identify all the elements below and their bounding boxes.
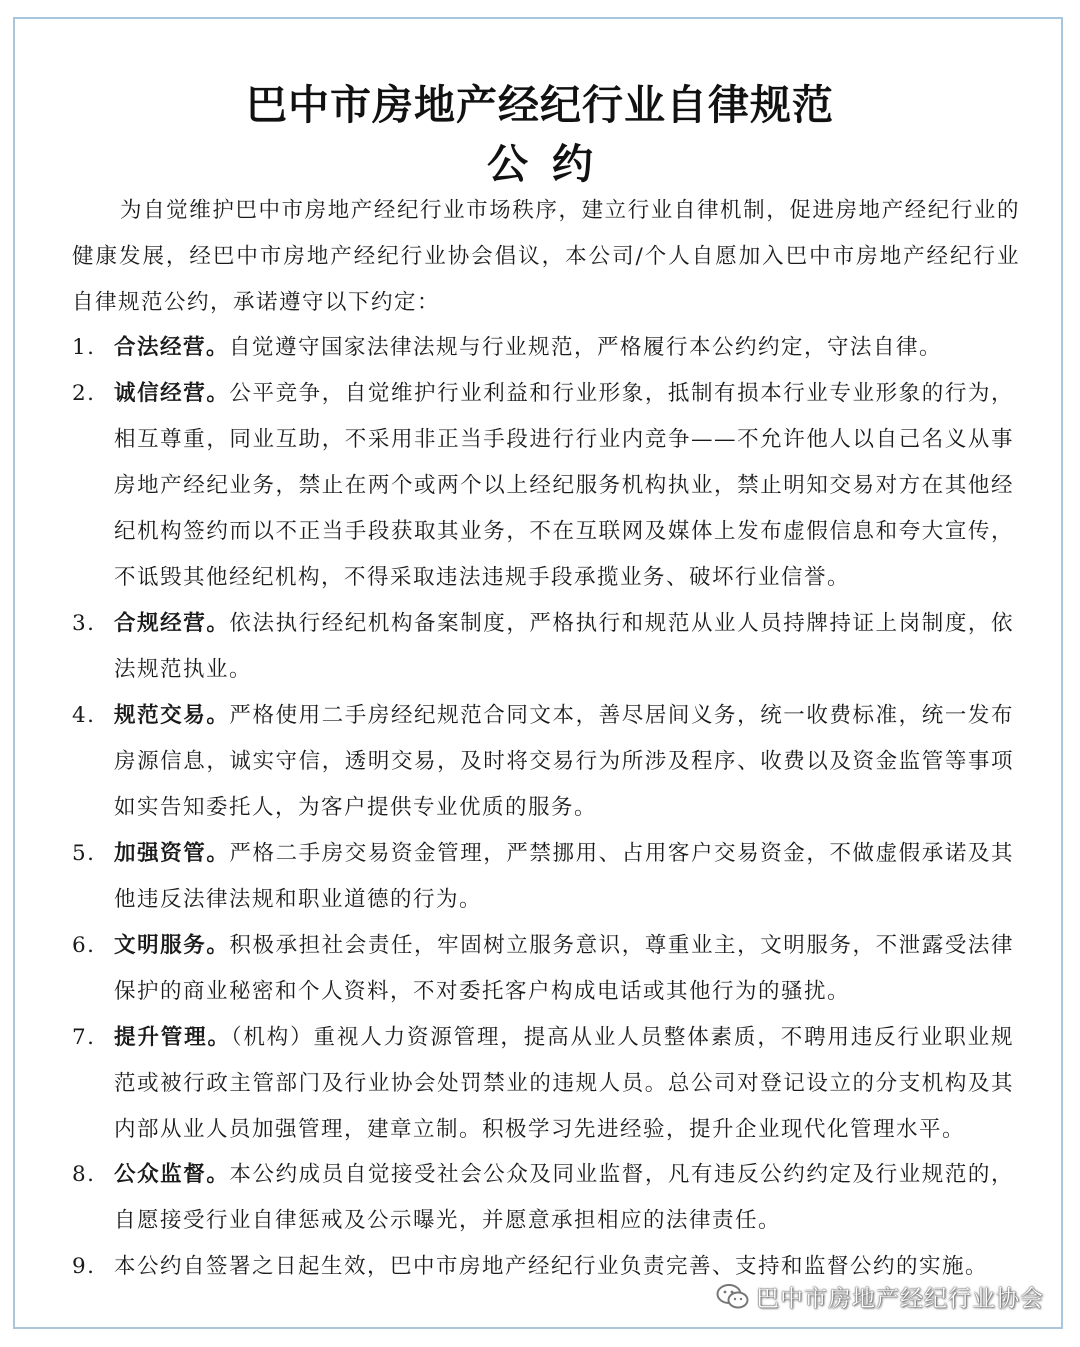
clause-heading: 文明服务。 bbox=[114, 933, 230, 958]
clause-heading: 提升管理。 bbox=[114, 1025, 231, 1050]
document-title: 巴中市房地产经纪行业自律规范 bbox=[246, 81, 834, 129]
clause-number: 4. bbox=[72, 703, 96, 728]
source-watermark bbox=[716, 1280, 1044, 1313]
clause-text: （机构）重视人力资源管理，提高从业人员整体素质，不聘用违反行业职业规范或被行政主管部门及行业协会处罚禁业的违规人员。总公司对登记设立的分支机构及其内部从业人员加强管理，建章立制。积极学习先进经验，提升企业现代化管理水平。 bbox=[114, 1025, 1014, 1142]
clause-heading: 规范交易。 bbox=[114, 703, 230, 728]
clause-heading: 公众监督。 bbox=[114, 1162, 230, 1187]
clause-heading: 合法经营。 bbox=[114, 335, 230, 360]
clause-number: 9. bbox=[72, 1254, 96, 1279]
clause-text: 积极承担社会责任，牢固树立服务意识，尊重业主，文明服务，不泄露受法律保护的商业秘密和个人资料，不对委托客户构成电话或其他行为的骚扰。 bbox=[114, 933, 1014, 1004]
clause-text: 本公约成员自觉接受社会公众及同业监督，凡有违反公约约定及行业规范的，自愿接受行业自律惩戒及公示曝光，并愿意承担相应的法律责任。 bbox=[114, 1162, 1014, 1233]
intro-paragraph: 为自觉维护巴中市房地产经纪行业市场秩序，建立行业自律机制，促进房地产经纪行业的健康发展，经巴中市房地产经纪行业协会倡议，本公司/个人自愿加入巴中市房地产经纪行业自律规范公约，承诺遵守以下约定： bbox=[72, 198, 1020, 315]
clause-text: 依法执行经纪机构备案制度，严格执行和规范从业人员持牌持证上岗制度，依法规范执业。 bbox=[114, 611, 1014, 682]
clause-body bbox=[114, 1015, 1014, 1153]
clause-heading: 诚信经营。 bbox=[114, 381, 230, 406]
clause-number: 8. bbox=[72, 1162, 96, 1187]
clause-number: 2. bbox=[72, 381, 96, 406]
clause-body bbox=[114, 1152, 1014, 1244]
document-subtitle: 公约 bbox=[487, 140, 617, 188]
clause-number: 7. bbox=[72, 1025, 96, 1050]
clause-body bbox=[114, 601, 1014, 693]
clause-body bbox=[114, 923, 1014, 1015]
clause-body bbox=[114, 371, 1014, 601]
wechat-icon bbox=[716, 1283, 750, 1311]
clause-text: 严格二手房交易资金管理，严禁挪用、占用客户交易资金，不做虚假承诺及其他违反法律法规和职业道德的行为。 bbox=[114, 841, 1014, 912]
clause-text: 自觉遵守国家法律法规与行业规范，严格履行本公约约定，守法自律。 bbox=[229, 335, 943, 360]
clause-number: 6. bbox=[72, 933, 96, 958]
clause-text: 严格使用二手房经纪规范合同文本，善尽居间义务，统一收费标准，统一发布房源信息，诚实守信，透明交易，及时将交易行为所涉及程序、收费以及资金监管等事项如实告知委托人，为客户提供专业优质的服务。 bbox=[114, 703, 1014, 820]
clause-text: 公平竞争，自觉维护行业利益和行业形象，抵制有损本行业专业形象的行为，相互尊重，同业互助，不采用非正当手段进行行业内竞争——不允许他人以自己名义从事房地产经纪业务，禁止在两个或两个以上经纪服务机构执业，禁止明知交易对方在其他经纪机构签约而以不正当手段获取其业务，不在互联网及媒体上发布虚假信息和夸大宣传，不诋毁其他经纪机构，不得采取违法违规手段承揽业务、破坏行业信誉。 bbox=[114, 381, 1014, 590]
watermark-text: 巴中市房地产经纪行业协会 bbox=[756, 1286, 1044, 1312]
clause-number: 3. bbox=[72, 611, 96, 636]
clause-heading: 合规经营。 bbox=[114, 611, 230, 636]
clause-heading: 加强资管。 bbox=[114, 841, 230, 866]
clause-number: 5. bbox=[72, 841, 96, 866]
clause-number: 1. bbox=[72, 335, 96, 360]
clause-text: 本公约自签署之日起生效，巴中市房地产经纪行业负责完善、支持和监督公约的实施。 bbox=[114, 1254, 989, 1279]
clause-body bbox=[114, 325, 1014, 371]
clause-body bbox=[114, 693, 1014, 831]
clause-body bbox=[114, 831, 1014, 923]
